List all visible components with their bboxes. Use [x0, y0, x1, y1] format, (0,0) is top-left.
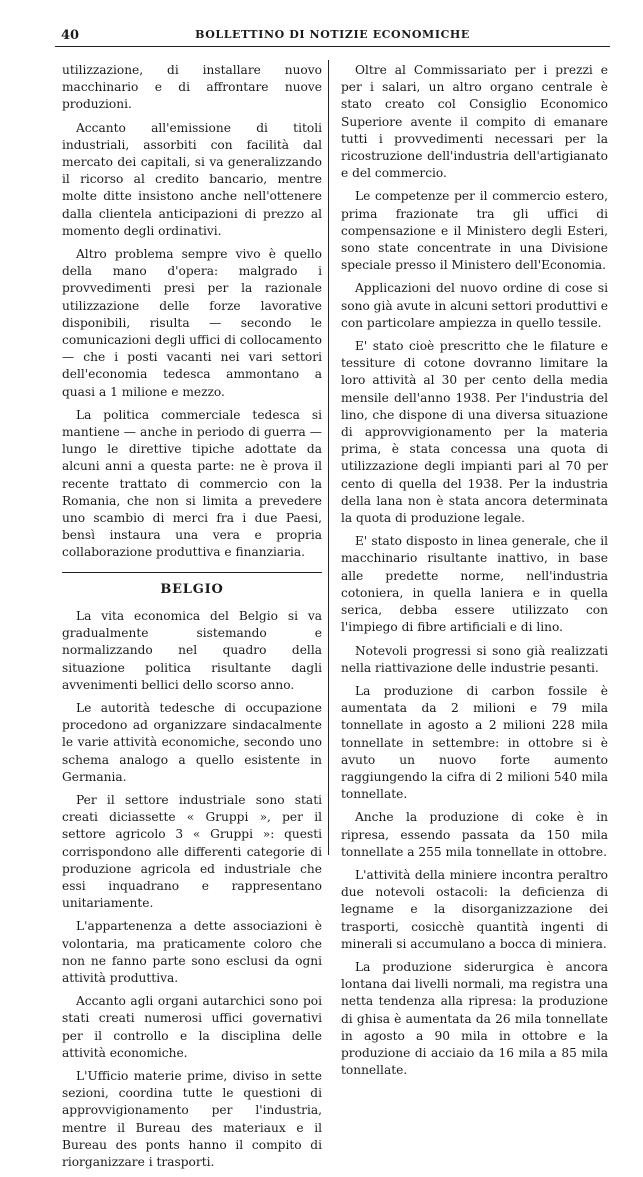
paragraph: utilizzazione, di installare nuovo macchinario e di affrontare nuove produzioni. — [62, 63, 322, 112]
paragraph: Le competenze per il commercio estero, prima frazionate tra gli uffici di compensazione e il Ministero degli Esteri, sono state concentrate in una Divisione speciale presso il Ministero dell'Economia. — [341, 189, 608, 273]
paragraph: E' stato disposto in linea generale, che il macchinario risultante inattivo, in base alle predette norme, nell'industria cotoniera, in quella laniera e in quella serica, debba essere utilizzato con l'impiego di fibre artificiali e di lino. — [341, 534, 608, 635]
paragraph: La produzione siderurgica è ancora lontana dai livelli normali, ma registra una netta tendenza alla ripresa: la produzione di ghisa è aumentata da 26 mila tonnellate in agosto a 90 mila in ottobre e la produzione di acciaio da 16 mila a 85 mila tonnellate. — [341, 959, 608, 1078]
column-rule — [328, 60, 329, 855]
paragraph: Per il settore industriale sono stati creati diciassette « Gruppi », per il settore agricolo 3 « Gruppi »: questi corrispondono alle differenti categorie di produzione agricola ed industriale che essi inquadrano e rappresentano unitariamente. — [62, 792, 322, 911]
paragraph: La vita economica del Belgio si va gradualmente sistemando e normalizzando nel quadro della situazione politica risultante dagli avvenimenti bellici dello scorso anno. — [62, 608, 322, 692]
paragraph: Applicazioni del nuovo ordine di cose si sono già avute in alcuni settori produttivi e con particolare ampiezza in quello tessile. — [341, 281, 608, 330]
right-column — [341, 62, 608, 1085]
page-number: 40 — [61, 28, 80, 43]
running-title: BOLLETTINO DI NOTIZIE ECONOMICHE — [195, 28, 470, 41]
paragraph: La politica commerciale tedesca si mantiene — anche in periodo di guerra — lungo le direttive tipiche adottate da alcuni anni a questa parte: ne è prova il recente trattato di commercio con la Romania, che non si limita a prevedere uno scambio di merci fra i due Paesi, bensì instaura una vera e propria collaborazione produttiva e finanziaria. — [62, 407, 322, 560]
paragraph: Notevoli progressi si sono già realizzati nella riattivazione delle industrie pesanti. — [341, 643, 608, 675]
section-title: BELGIO — [160, 581, 224, 597]
paragraph: L'attività della miniere incontra peraltro due notevoli ostacoli: la deficienza di legname e la disorganizzazione dei trasporti, cosicchè quantità ingenti di minerali si accumulano a bocca di miniera. — [341, 867, 608, 951]
page-header — [55, 26, 610, 48]
paragraph: Accanto agli organi autarchici sono poi stati creati numerosi uffici governativi per il controllo e la disciplina delle attività economiche. — [62, 994, 322, 1060]
paragraph: L'Ufficio materie prime, diviso in sette sezioni, coordina tutte le questioni di approvvigionamento per l'industria, mentre il Bureau des materiaux e il Bureau des ponts hanno il compito di riorganizzare i trasporti. — [62, 1068, 322, 1169]
paragraph: Anche la produzione di coke è in ripresa, essendo passata da 150 mila tonnellate a 255 mila tonnellate in ottobre. — [341, 810, 608, 859]
header-rule — [55, 46, 610, 47]
paragraph: Accanto all'emissione di titoli industriali, assorbiti con facilità dal mercato dei capitali, si va generalizzando il ricorso al credito bancario, mentre molte ditte insistono anche nell'ottenere dalla clientela anticipazioni di prezzo al momento degli ordinativi. — [62, 120, 322, 238]
section-rule — [62, 572, 322, 573]
paragraph: L'appartenenza a dette associazioni è volontaria, ma praticamente coloro che non ne fanno parte sono esclusi da ogni attività produttiva. — [62, 919, 322, 985]
left-column — [62, 62, 322, 1177]
paragraph: Oltre al Commissariato per i prezzi e per i salari, un altro organo centrale è stato creato col Consiglio Economico Superiore avente il compito di emanare tutti i provvedimenti necessari per la ricostruzione dell'industria dell'artigianato e del commercio. — [341, 63, 608, 181]
paragraph: Altro problema sempre vivo è quello della mano d'opera: malgrado i provvedimenti presi per la razionale utilizzazione delle forze lavorative disponibili, risulta — secondo le comunicazioni degli uffici di collocamento — che i posti vacanti nei vari settori dell'economia tedesca ammontano a quasi a 1 milione e mezzo. — [62, 247, 322, 399]
paragraph: E' stato cioè prescritto che le filature e tessiture di cotone dovranno limitare la loro attività al 30 per cento della media mensile dell'anno 1938. Per l'industria del lino, che dispone di una diversa situazione di approvvigionamento per la materia prima, è stata concessa una quota di utilizzazione degli impianti pari al 70 per cento di quella del 1938. Per la industria della lana non è stata ancora determinata la quota di produzione legale. — [341, 339, 608, 526]
paragraph: La produzione di carbon fossile è aumentata da 2 milioni e 79 mila tonnellate in agosto a 2 milioni 228 mila tonnellate in settembre: in ottobre si è avuto un nuovo forte aumento raggiungendo la cifra di 2 milioni 540 mila tonnellate. — [341, 683, 608, 802]
paragraph: Le autorità tedesche di occupazione procedono ad organizzare sindacalmente le varie attività economiche, secondo uno schema analogo a quello esistente in Germania. — [62, 700, 322, 784]
